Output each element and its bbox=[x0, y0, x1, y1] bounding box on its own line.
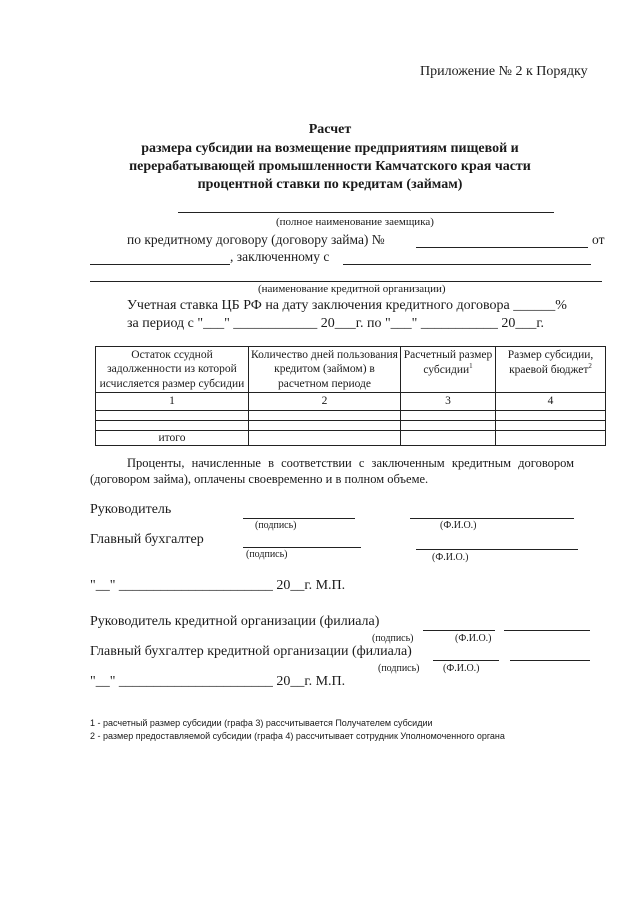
contract-date-line[interactable] bbox=[90, 264, 230, 265]
head-signature-line[interactable] bbox=[243, 518, 355, 519]
bank-accountant-signature-caption: (подпись) bbox=[378, 663, 420, 674]
table-cell[interactable] bbox=[496, 430, 606, 445]
table-header-row bbox=[96, 347, 606, 393]
borrower-caption: (полное наименование заемщика) bbox=[276, 216, 434, 228]
table-cell[interactable] bbox=[249, 420, 401, 430]
footnote-1: 1 - расчетный размер субсидии (графа 3) рассчитывается Получателем субсидии bbox=[90, 718, 433, 728]
statement-line-2: (договором займа), оплачены своевременно и в полном объеме. bbox=[90, 472, 429, 486]
header-calc-subsidy: Расчетный размер субсидии$^1$ bbox=[401, 347, 496, 393]
bank-head-name-line[interactable] bbox=[504, 630, 590, 631]
creditor-caption: (наименование кредитной организации) bbox=[258, 283, 446, 295]
period-text: за период с "___" ____________ 20___г. по "___" ___________ 20___г. bbox=[127, 316, 545, 331]
contract-number-line[interactable] bbox=[416, 247, 588, 248]
statement-line-1: Проценты, начисленные в соответствии с заключенным кредитным договором bbox=[127, 456, 575, 470]
title-line-4: процентной ставки по кредитам (займам) bbox=[197, 177, 463, 192]
accountant-label: Главный бухгалтер bbox=[90, 532, 204, 547]
bank-accountant-name-caption: (Ф.И.О.) bbox=[443, 663, 480, 674]
accountant-name-line[interactable] bbox=[416, 549, 578, 550]
title-line-2: размера субсидии на возмещение предприятиям пищевой и bbox=[141, 141, 519, 156]
bank-head-name-caption: (Ф.И.О.) bbox=[455, 633, 492, 644]
table-cell[interactable] bbox=[496, 410, 606, 420]
creditor-line-1[interactable] bbox=[343, 264, 591, 265]
bank-head-signature-caption: (подпись) bbox=[372, 633, 414, 644]
date-line: "__" ______________________ 20__г. М.П. bbox=[90, 578, 346, 593]
bank-date-line: "__" ______________________ 20__г. М.П. bbox=[90, 674, 346, 689]
creditor-line-2[interactable] bbox=[90, 281, 602, 282]
total-label: итого bbox=[96, 430, 249, 445]
table-row bbox=[96, 420, 606, 430]
head-name-line[interactable] bbox=[410, 518, 574, 519]
table-cell[interactable] bbox=[249, 410, 401, 420]
head-label: Руководитель bbox=[90, 502, 172, 517]
footnote-2: 2 - размер предоставляемой субсидии (графа 4) рассчитывает сотрудник Уполномоченного органа bbox=[90, 731, 505, 741]
bank-accountant-label: Главный бухгалтер кредитной организации (филиала) bbox=[90, 644, 412, 659]
table-cell[interactable] bbox=[496, 420, 606, 430]
head-signature-caption: (подпись) bbox=[255, 520, 297, 531]
table-cell[interactable] bbox=[96, 410, 249, 420]
table-row bbox=[96, 410, 606, 420]
contract-label: по кредитному договору (договору займа) № bbox=[127, 232, 385, 247]
header-debt-balance: Остаток ссудной задолженности из которой исчисляется размер субсидии bbox=[96, 347, 249, 393]
bank-accountant-name-line[interactable] bbox=[510, 660, 590, 661]
table-cell[interactable] bbox=[249, 430, 401, 445]
header-regional-subsidy: Размер субсидии, краевой бюджет$^2$ bbox=[496, 347, 606, 393]
head-name-caption: (Ф.И.О.) bbox=[440, 520, 477, 531]
accountant-signature-caption: (подпись) bbox=[246, 549, 288, 560]
contract-from-label: от bbox=[592, 232, 605, 247]
bank-head-signature-line[interactable] bbox=[423, 630, 495, 631]
bank-head-label: Руководитель кредитной организации (филиала) bbox=[90, 614, 380, 629]
column-number: 4 bbox=[496, 393, 606, 410]
bank-accountant-signature-line[interactable] bbox=[433, 660, 499, 661]
header-days-count: Количество дней пользования кредитом (займом) в расчетном периоде bbox=[249, 347, 401, 393]
table-cell[interactable] bbox=[96, 420, 249, 430]
page-title: Расчет bbox=[308, 122, 352, 137]
subsidy-table bbox=[95, 346, 606, 446]
column-number: 3 bbox=[401, 393, 496, 410]
table-cell[interactable] bbox=[401, 420, 496, 430]
title-line-3: перерабатывающей промышленности Камчатского края части bbox=[129, 159, 531, 174]
table-cell[interactable] bbox=[401, 430, 496, 445]
column-number: 1 bbox=[96, 393, 249, 410]
table-number-row bbox=[96, 393, 606, 410]
column-number: 2 bbox=[249, 393, 401, 410]
table-total-row bbox=[96, 430, 606, 445]
cbr-rate-text: Учетная ставка ЦБ РФ на дату заключения кредитного договора ______% bbox=[127, 298, 567, 313]
accountant-signature-line[interactable] bbox=[243, 547, 361, 548]
table-cell[interactable] bbox=[401, 410, 496, 420]
borrower-name-line[interactable] bbox=[178, 212, 554, 213]
concluded-with-label: , заключенному с bbox=[230, 249, 330, 264]
accountant-name-caption: (Ф.И.О.) bbox=[432, 552, 469, 563]
appendix-label: Приложение № 2 к Порядку bbox=[420, 64, 588, 79]
